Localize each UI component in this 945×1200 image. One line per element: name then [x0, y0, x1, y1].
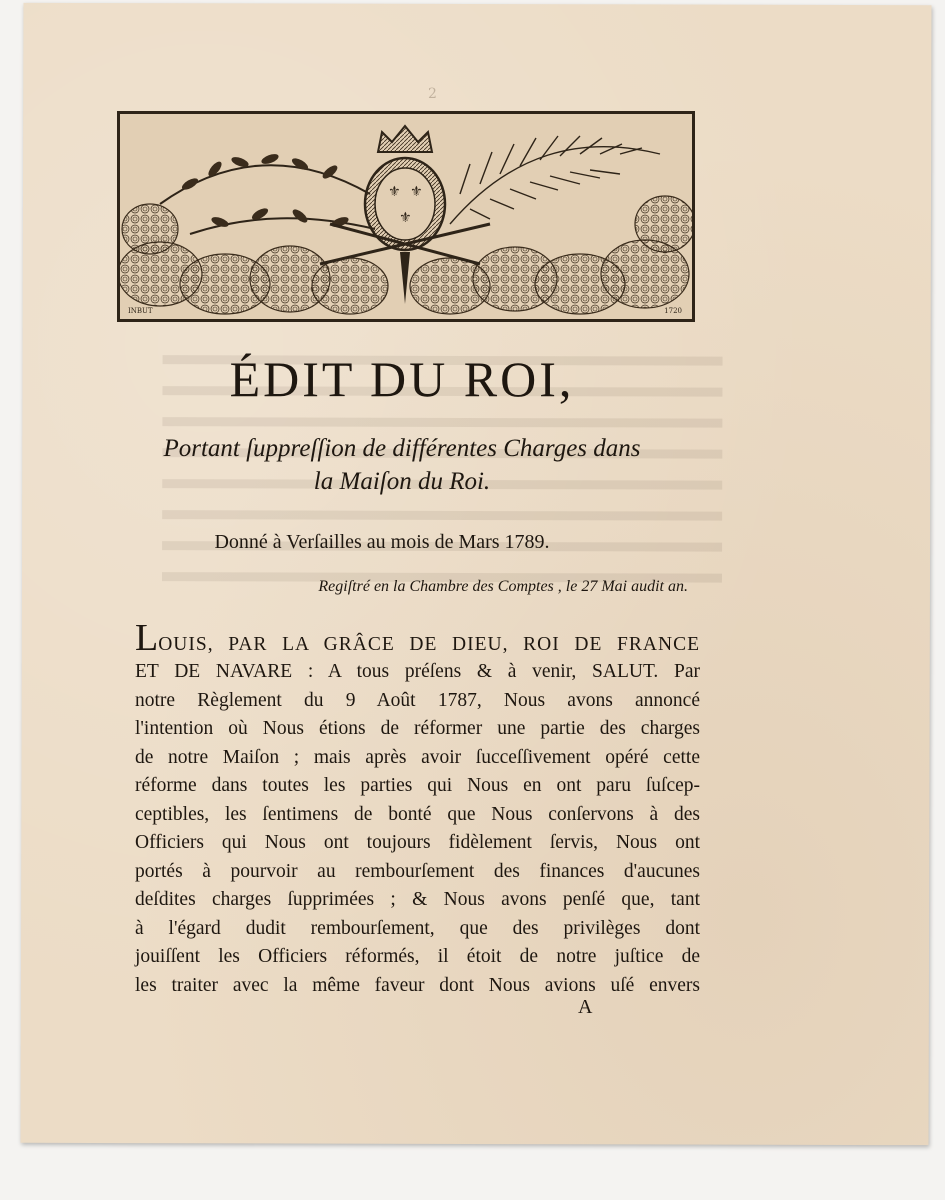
- document-title: ÉDIT DU ROI,: [229, 351, 575, 407]
- body-line: ceptibles, les ſentimens de bonté que Nous conſervons à des: [135, 803, 700, 825]
- svg-text:⚜: ⚜: [410, 184, 423, 200]
- subtitle-line-2: la Maiſon du Roi.: [313, 468, 491, 495]
- body-line: Officiers qui Nous ont toujours fidèlement ſervis, Nous ont: [135, 832, 700, 853]
- first-line-text: OUIS, PAR LA GRÂCE DE DIEU, ROI DE FRANCE: [158, 634, 700, 655]
- engraver-mark-right: 1720: [664, 307, 682, 315]
- svg-text:⚜: ⚜: [399, 210, 412, 226]
- body-first-line: [135, 618, 700, 658]
- body-line: jouiſſent les Officiers réformés, il étoit de notre juſtice de: [135, 946, 700, 967]
- body-line: les traiter avec la même faveur dont Nous avions uſé envers: [135, 974, 700, 996]
- engraver-mark-left: INBUT: [128, 307, 153, 315]
- date-given-line: Donné à Verſailles au mois de Mars 1789.: [214, 531, 550, 553]
- body-line: notre Règlement du 9 Août 1787, Nous avons annoncé: [135, 689, 700, 711]
- body-line: l'intention où Nous étions de réformer une partie des charges: [135, 718, 700, 739]
- signature-mark: A: [578, 996, 593, 1018]
- ornamental-headpiece: [117, 111, 695, 322]
- edict-body: [135, 618, 700, 1000]
- body-line: de notre Maiſon ; mais après avoir ſucceſſivement opéré cette: [135, 746, 700, 768]
- body-line: ET DE NAVARE : A tous préſens & à venir, SALUT. Par: [135, 661, 700, 682]
- document-subtitle: [122, 432, 682, 498]
- svg-text:⚜: ⚜: [388, 184, 401, 200]
- body-line: réforme dans toutes les parties qui Nous en ont paru ſuſcep-: [135, 775, 700, 796]
- body-line: deſdites charges ſupprimées ; & Nous avons penſé que, tant: [135, 889, 700, 910]
- subtitle-line-1: Portant ſuppreſſion de différentes Charges dans: [163, 435, 641, 462]
- body-line: à l'égard dudit rembourſement, que des privilèges dont: [135, 917, 700, 939]
- drop-cap: L: [135, 617, 159, 659]
- body-line: portés à pourvoir au rembourſement des finances d'aucunes: [135, 860, 700, 882]
- faint-page-number: 2: [428, 86, 437, 102]
- royal-arms-engraving-icon: [120, 114, 692, 319]
- registration-line: Regiſtré en la Chambre des Comptes , le 27 Mai audit an.: [318, 578, 688, 595]
